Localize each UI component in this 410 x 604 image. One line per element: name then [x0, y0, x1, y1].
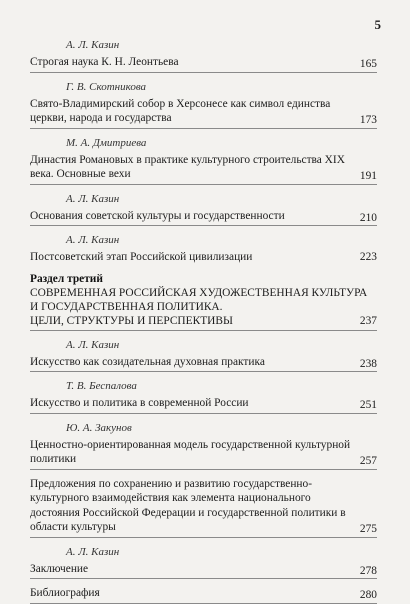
- entry-page: 280: [359, 589, 377, 601]
- section-title-line: СОВРЕМЕННАЯ РОССИЙСКАЯ ХУДОЖЕСТВЕННАЯ КУЛЬТУРА: [30, 286, 368, 299]
- entry-page: 278: [359, 564, 377, 577]
- section-title[interactable]: [30, 286, 377, 331]
- toc-entry[interactable]: [30, 153, 377, 185]
- toc-entry[interactable]: [30, 355, 377, 373]
- entry-author: А. Л. Казин: [66, 192, 120, 205]
- table-of-contents: [0, 38, 410, 604]
- entry-page: 223: [359, 251, 377, 263]
- entry-page: 275: [359, 523, 377, 535]
- entry-title: Искусство и политика в современной России: [30, 397, 249, 409]
- entry-title: Основания советской культуры и государственности: [30, 209, 285, 222]
- section-title-line: ЦЕЛИ, СТРУКТУРЫ И ПЕРСПЕКТИВЫ: [30, 314, 233, 327]
- entry-author: А. Л. Казин: [66, 39, 120, 51]
- entry-author: Г. В. Скотникова: [66, 80, 147, 93]
- section-label: Раздел третий: [30, 272, 103, 285]
- entry-author: Т. В. Беспалова: [66, 380, 137, 392]
- page-number: 5: [374, 17, 381, 32]
- toc-entry[interactable]: [30, 97, 377, 129]
- entry-author: А. Л. Казин: [66, 234, 120, 246]
- section-title-line: И ГОСУДАРСТВЕННАЯ ПОЛИТИКА.: [30, 300, 223, 313]
- entry-page: 165: [359, 58, 377, 70]
- entry-author: А. Л. Казин: [66, 545, 120, 558]
- toc-entry[interactable]: [30, 250, 377, 265]
- entry-page: 173: [359, 114, 377, 126]
- entry-title: Строгая наука К. Н. Леонтьева: [30, 56, 179, 68]
- entry-page: 257: [359, 455, 377, 467]
- toc-entry[interactable]: [30, 438, 377, 470]
- entry-title: Постсоветский этап Российской цивилизации: [30, 251, 253, 263]
- toc-entry[interactable]: [30, 477, 377, 538]
- toc-entry[interactable]: [30, 562, 377, 580]
- entry-author: Ю. А. Закунов: [66, 421, 132, 434]
- entry-title: Ценностно-ориентированная модель государственной культурной политики: [30, 438, 351, 465]
- toc-entry[interactable]: [30, 55, 377, 73]
- entry-page: 238: [359, 357, 377, 370]
- entry-title: Династия Романовых в практике культурного строительства XIX века. Основные вехи: [30, 153, 345, 180]
- entry-title: Искусство как созидательная духовная практика: [30, 355, 265, 368]
- entry-page: 210: [359, 211, 377, 224]
- entry-title: Предложения по сохранению и развитию государственно-культурного взаимодействия как элемента национального достояния Российской Федерации и государственной политики в области культуры: [30, 477, 346, 533]
- entry-author: М. А. Дмитриева: [66, 136, 147, 149]
- section-page: 237: [359, 314, 377, 327]
- entry-author: А. Л. Казин: [66, 338, 120, 351]
- entry-title: Заключение: [30, 562, 89, 575]
- entry-page: 251: [359, 399, 377, 411]
- entry-page: 191: [359, 170, 377, 182]
- entry-title: Свято-Владимирский собор в Херсонесе как символ единства церкви, народа и государства: [30, 97, 331, 124]
- toc-entry[interactable]: [30, 396, 377, 414]
- entry-title: Библиография: [30, 587, 100, 599]
- toc-entry[interactable]: [30, 209, 377, 227]
